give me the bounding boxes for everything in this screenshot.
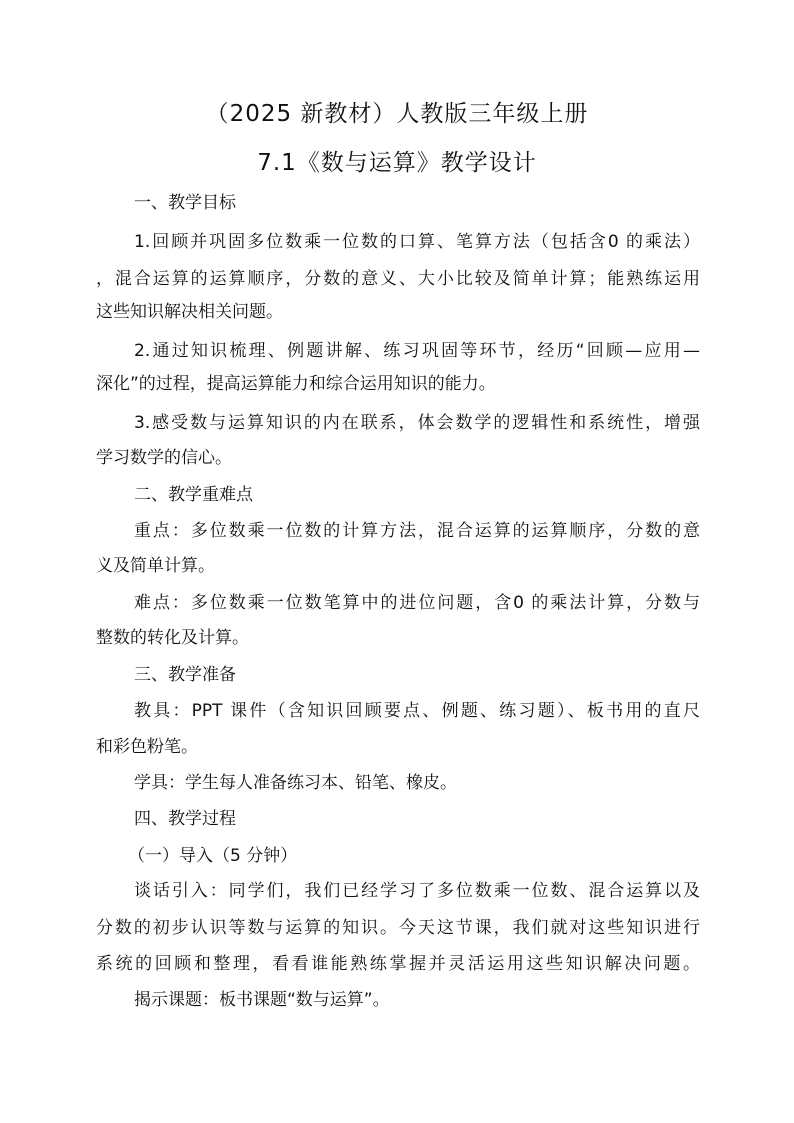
objective3-line2: 学习数学的信心。: [96, 448, 232, 468]
key-point-line2: 义及简单计算。: [96, 556, 215, 576]
student-materials: 学具：学生每人准备练习本、铅笔、橡皮。: [134, 773, 457, 793]
document-title-line2: 7.1《数与运算》教学设计: [257, 150, 537, 176]
teacher-materials-line2: 和彩色粉笔。: [96, 737, 198, 757]
intro-line2: 分数的初步认识等数与运算的知识。今天这节课，我们就对这些知识进行: [96, 918, 700, 938]
difficult-point-line1: 难点：多位数乘一位数笔算中的进位问题，含0 的乘法计算，分数与: [134, 593, 700, 613]
intro-line1: 谈话引入：同学们，我们已经学习了多位数乘一位数、混合运算以及: [134, 881, 700, 901]
objective3-line1: 3.感受数与运算知识的内在联系，体会数学的逻辑性和系统性，增强: [134, 413, 700, 433]
section4-heading: 四、教学过程: [134, 809, 236, 829]
subsection-intro-heading: （一）导入（5 分钟）: [128, 846, 298, 866]
objective2-line1: 2.通过知识梳理、例题讲解、练习巩固等环节，经历“回顾—应用—: [134, 341, 700, 361]
objective2-line2: 深化”的过程，提高运算能力和综合运用知识的能力。: [96, 374, 496, 394]
section1-heading: 一、教学目标: [134, 193, 236, 213]
document-title-line1: （2025 新教材）人教版三年级上册: [205, 101, 589, 127]
key-point-line1: 重点：多位数乘一位数的计算方法，混合运算的运算顺序，分数的意: [134, 521, 700, 541]
objective1-line3: 这些知识解决相关问题。: [96, 302, 283, 322]
difficult-point-line2: 整数的转化及计算。: [96, 628, 249, 648]
section2-heading: 二、教学重难点: [134, 485, 253, 505]
objective1-line2: ，混合运算的运算顺序，分数的意义、大小比较及简单计算；能熟练运用: [96, 269, 700, 289]
intro-line3: 系统的回顾和整理，看看谁能熟练掌握并灵活运用这些知识解决问题。: [96, 954, 700, 974]
reveal-topic: 揭示课题：板书课题“数与运算”。: [134, 990, 390, 1010]
teacher-materials-line1: 教具：PPT 课件（含知识回顾要点、例题、练习题）、板书用的直尺: [134, 701, 700, 721]
objective1-line1: 1.回顾并巩固多位数乘一位数的口算、笔算方法（包括含0 的乘法）: [134, 232, 700, 252]
section3-heading: 三、教学准备: [134, 665, 236, 685]
